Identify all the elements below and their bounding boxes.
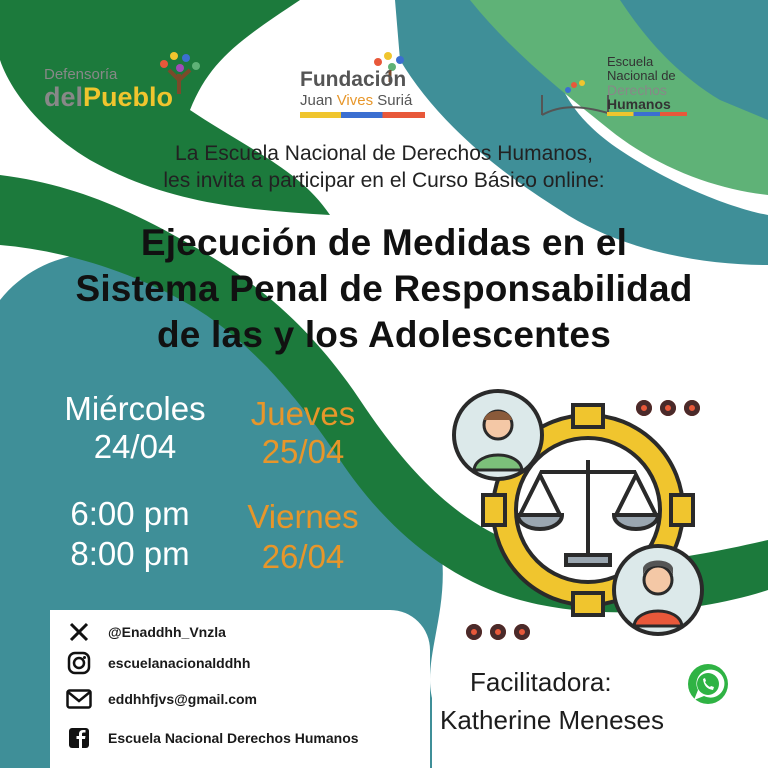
person-icon <box>454 391 542 479</box>
time-end: 8:00 pm <box>70 535 190 572</box>
fundacion-juan: Juan <box>300 92 333 109</box>
course-title-line-1: Ejecución de Medidas en el <box>140 222 628 263</box>
escuela-line2: Nacional de <box>607 68 676 83</box>
email-address: eddhhfjvs@gmail.com <box>108 691 258 707</box>
day3-name: Viernes <box>247 498 359 535</box>
social-x[interactable] <box>66 619 226 645</box>
day1-name: Miércoles <box>64 390 206 427</box>
fundacion-suria: Suriá <box>377 92 413 109</box>
escuela-line1: Escuela <box>607 54 654 69</box>
time-start: 6:00 pm <box>70 495 190 532</box>
facilitator-label: Facilitadora: <box>470 667 612 697</box>
whatsapp-icon[interactable] <box>686 662 730 706</box>
email-icon <box>66 686 92 712</box>
escuela-line4: Humanos <box>607 96 671 112</box>
social-email[interactable] <box>66 686 257 712</box>
course-title-line-2: Sistema Penal de Responsabilidad <box>75 268 693 309</box>
justice-illustration <box>448 380 708 650</box>
escuela-line3: Derechos <box>607 82 667 98</box>
social-facebook[interactable] <box>66 725 359 751</box>
day3-date: 26/04 <box>261 538 345 575</box>
x-handle: @Enaddhh_Vnzla <box>108 624 226 640</box>
instagram-icon <box>66 650 92 676</box>
flag-stripe <box>607 112 687 116</box>
flag-stripe <box>300 112 425 118</box>
defensoria-del: del <box>44 82 84 112</box>
course-title-line-3: de las y los Adolescentes <box>157 314 611 355</box>
x-icon <box>66 619 92 645</box>
instagram-handle: escuelanacionalddhh <box>108 655 251 671</box>
social-instagram[interactable] <box>66 650 250 676</box>
fundacion-vives: Vives <box>336 92 374 109</box>
book-icon <box>540 75 610 120</box>
day2-name: Jueves <box>250 395 356 432</box>
decorative-dots <box>636 400 700 416</box>
decorative-dots <box>466 624 530 640</box>
fundacion-line1: Fundación <box>300 68 407 91</box>
day1-date: 24/04 <box>93 428 177 465</box>
invite-line-2: les invita a participar en el Curso Básico online: <box>163 169 605 192</box>
facilitator-name: Katherine Meneses <box>440 705 665 735</box>
invite-line-1: La Escuela Nacional de Derechos Humanos, <box>175 142 593 165</box>
defensoria-line1: Defensoría <box>44 66 118 83</box>
facebook-page: Escuela Nacional Derechos Humanos <box>108 730 359 746</box>
day2-date: 25/04 <box>261 433 345 470</box>
logo-fundacion <box>300 52 430 122</box>
logo-defensoria <box>44 50 204 130</box>
facebook-icon <box>66 725 92 751</box>
logo-escuela <box>540 55 700 125</box>
person-icon <box>614 546 702 634</box>
defensoria-pueblo: Pueblo <box>83 82 174 112</box>
